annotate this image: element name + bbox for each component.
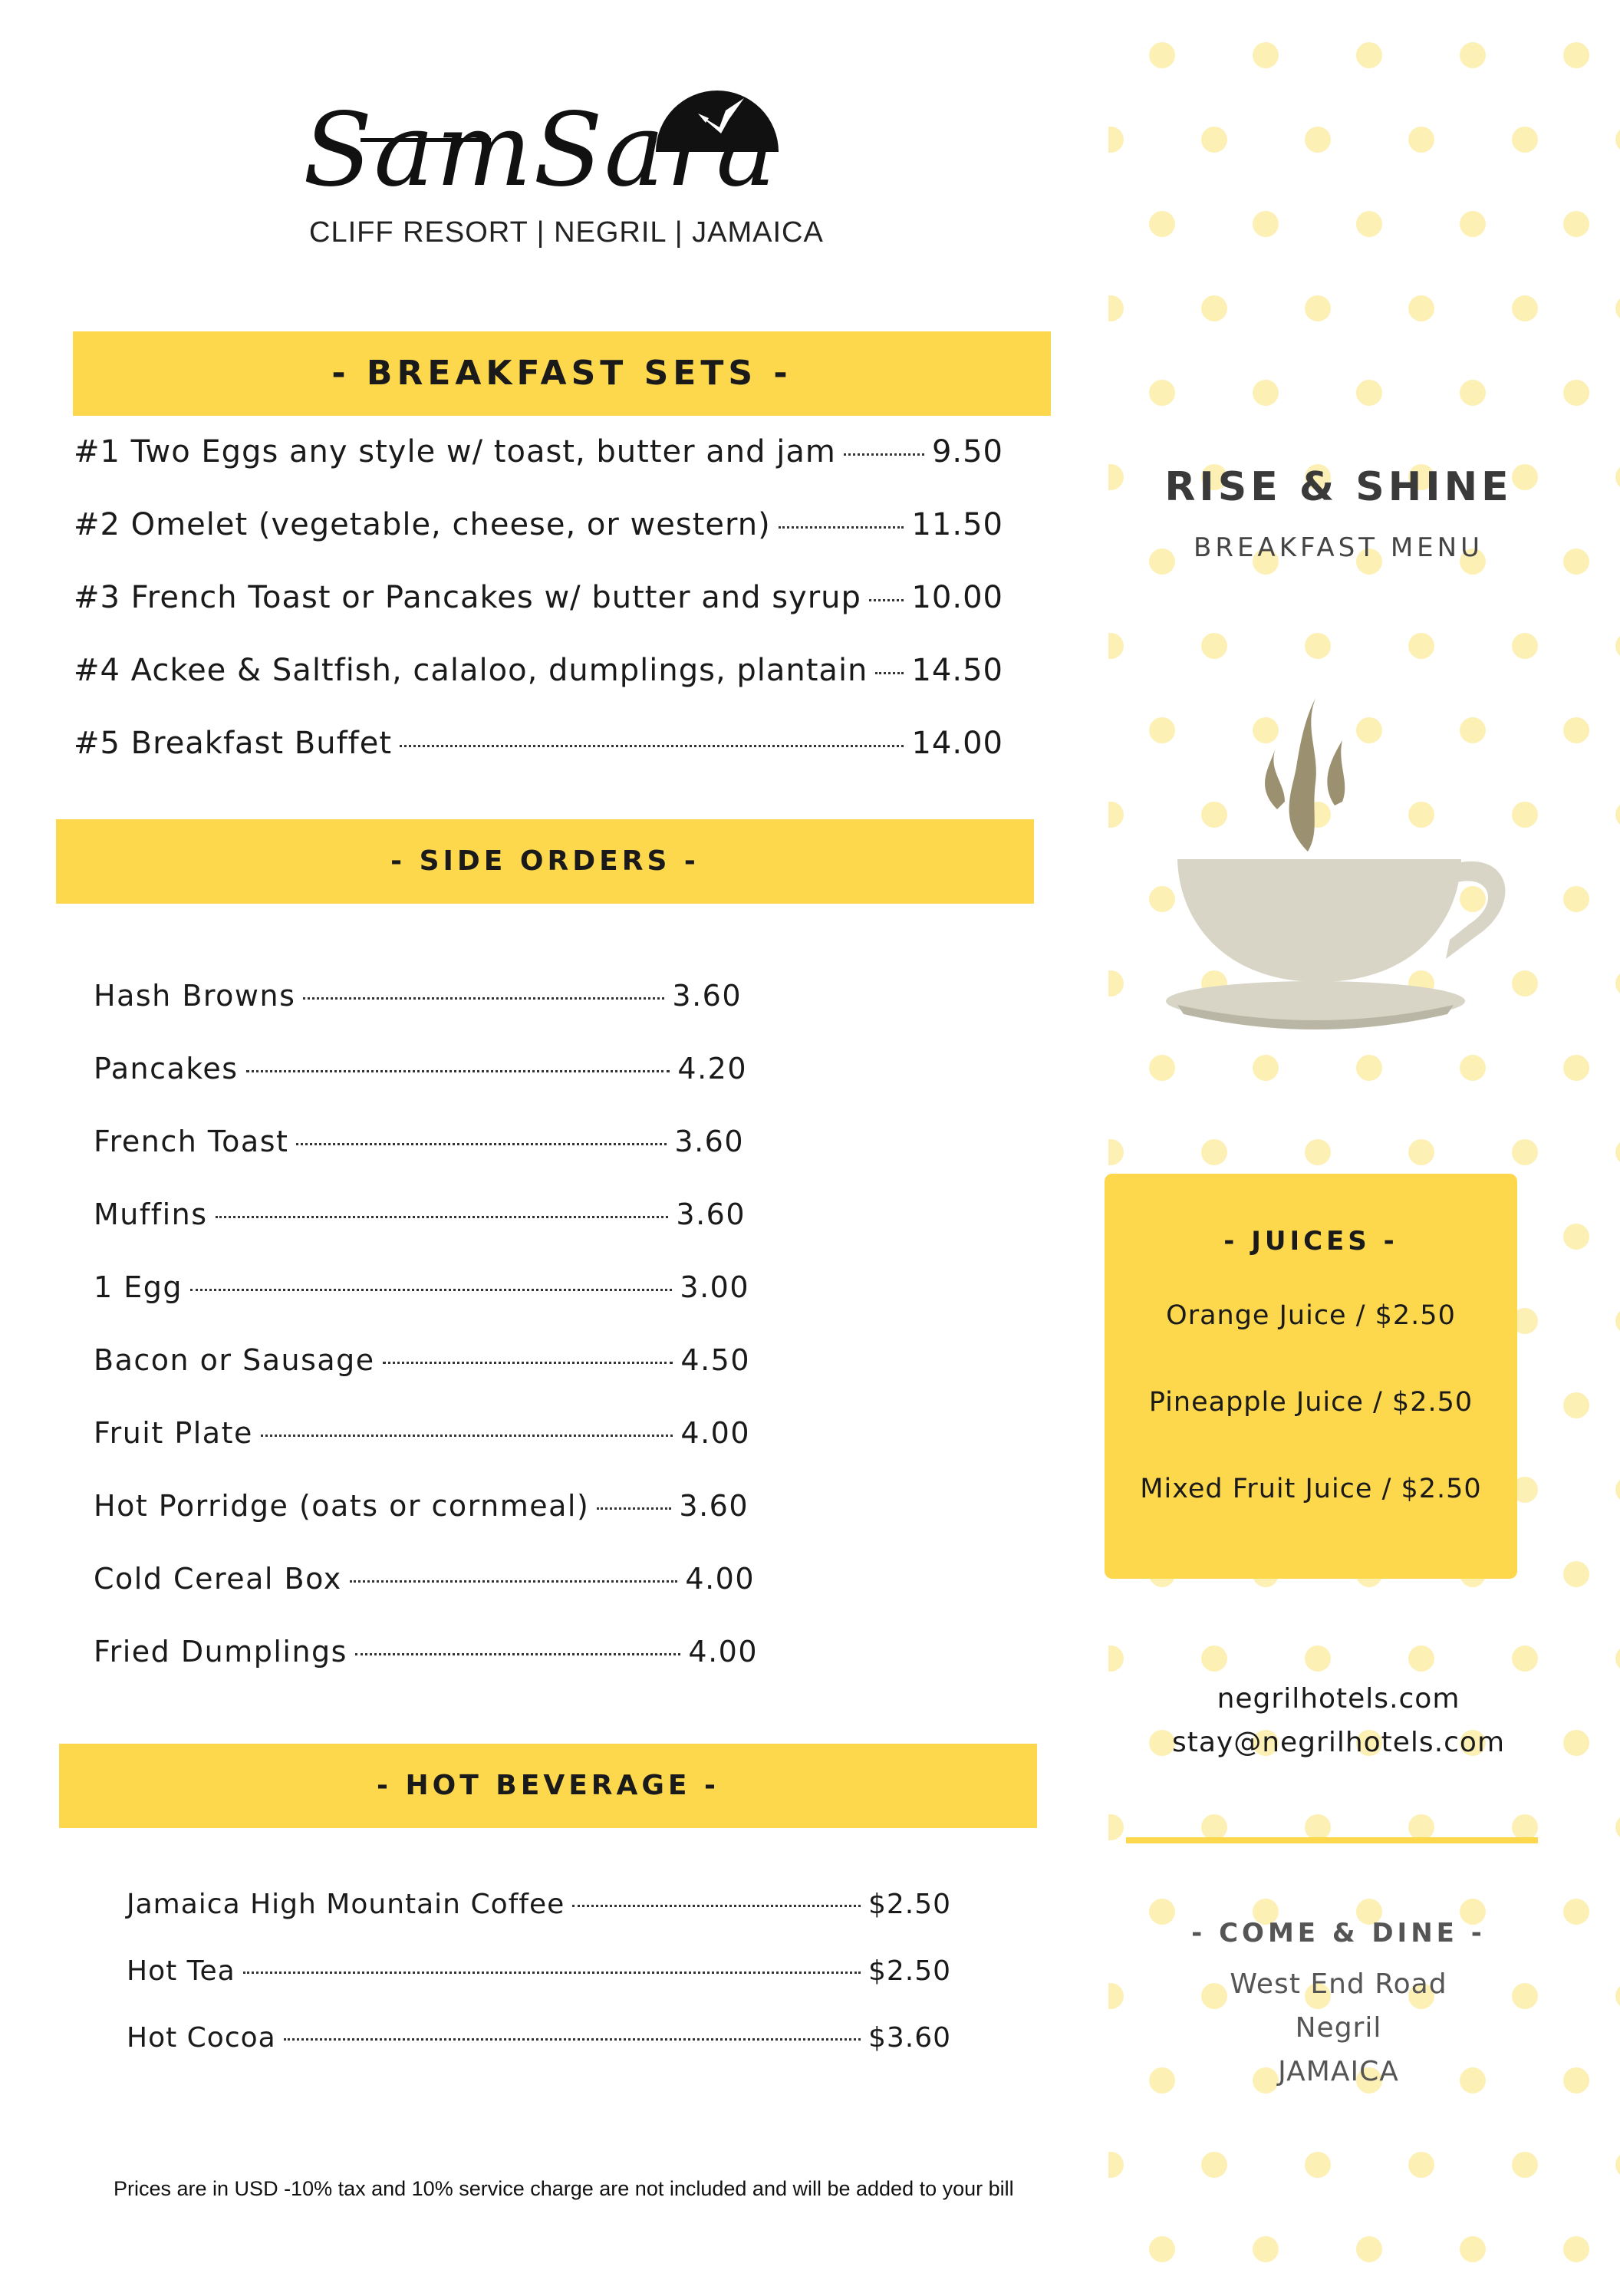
item-price: $3.60: [868, 2022, 951, 2054]
item-name: #4 Ackee & Saltfish, calaloo, dumplings, plantain: [74, 653, 868, 688]
polka-dot: [1108, 802, 1124, 828]
item-name: #2 Omelet (vegetable, cheese, or western): [74, 507, 771, 542]
dot-leader: [383, 1362, 673, 1364]
item-price: 3.00: [680, 1270, 749, 1304]
item-price: 11.50: [911, 507, 1003, 542]
polka-dot: [1305, 295, 1331, 321]
polka-dot: [1356, 42, 1382, 68]
item-price: 4.00: [688, 1635, 758, 1668]
juice-item: Orange Juice / $2.50: [1166, 1300, 1456, 1331]
side-item: [94, 1125, 744, 1158]
email-link[interactable]: stay@negrilhotels.com: [1171, 1727, 1506, 1758]
polka-dot: [1108, 295, 1124, 321]
come-dine-heading: - COME & DINE -: [1191, 1918, 1486, 1948]
polka-dot: [1305, 127, 1331, 153]
polka-dot: [1305, 1139, 1331, 1165]
dot-leader: [284, 2038, 861, 2041]
side-item: [94, 1197, 746, 1231]
item-name: #5 Breakfast Buffet: [74, 726, 393, 761]
item-price: 3.60: [674, 1125, 744, 1158]
dot-leader: [844, 453, 924, 456]
polka-dot: [1201, 127, 1227, 153]
logo-script: SamSara: [303, 91, 779, 209]
polka-dot: [1512, 1814, 1538, 1840]
dot-leader: [190, 1289, 672, 1291]
polka-dot: [1408, 295, 1434, 321]
breakfast-item: [74, 580, 1003, 615]
dot-leader: [261, 1435, 673, 1437]
polka-dot: [1460, 380, 1486, 406]
polka-dot: [1563, 211, 1589, 237]
polka-dot: [1201, 295, 1227, 321]
beverage-item: [127, 1889, 951, 1920]
polka-dot: [1615, 127, 1620, 153]
item-name: Hot Porridge (oats or cornmeal): [94, 1489, 590, 1523]
juices-heading: - JUICES -: [1223, 1226, 1398, 1257]
divider: [1126, 1837, 1538, 1843]
side-item: [94, 1343, 750, 1377]
polka-dot: [1408, 1645, 1434, 1672]
logo-subtitle: CLIFF RESORT | NEGRIL | JAMAICA: [309, 216, 824, 249]
polka-dot: [1615, 1139, 1620, 1165]
polka-dot: [1615, 295, 1620, 321]
polka-dot: [1356, 211, 1382, 237]
dot-leader: [243, 1972, 861, 1974]
polka-dot: [1460, 1055, 1486, 1081]
hot-beverage-heading: - HOT BEVERAGE -: [59, 1744, 1037, 1828]
polka-dot-background: [1108, 0, 1620, 2296]
breakfast-item: [74, 507, 1003, 542]
polka-dot: [1108, 2152, 1124, 2178]
polka-dot: [1512, 1139, 1538, 1165]
dot-leader: [597, 1507, 671, 1510]
polka-dot: [1149, 211, 1175, 237]
dot-leader: [869, 599, 904, 601]
dot-leader: [216, 1216, 669, 1218]
polka-dot: [1201, 1645, 1227, 1672]
item-name: Cold Cereal Box: [94, 1562, 342, 1596]
polka-dot: [1305, 2152, 1331, 2178]
item-name: Hash Browns: [94, 979, 296, 1013]
dot-leader: [400, 745, 904, 747]
polka-dot: [1253, 380, 1279, 406]
dot-leader: [875, 672, 904, 674]
polka-dot: [1615, 802, 1620, 828]
item-name: French Toast: [94, 1125, 289, 1158]
polka-dot: [1108, 970, 1124, 996]
dot-leader: [246, 1070, 670, 1072]
polka-dot: [1615, 970, 1620, 996]
item-name: Pancakes: [94, 1052, 239, 1085]
polka-dot: [1408, 2152, 1434, 2178]
polka-dot: [1201, 2152, 1227, 2178]
polka-dot: [1563, 1392, 1589, 1418]
item-price: 9.50: [931, 434, 1003, 469]
item-price: 3.60: [679, 1489, 749, 1523]
polka-dot: [1356, 1055, 1382, 1081]
item-name: #3 French Toast or Pancakes w/ butter and syrup: [74, 580, 861, 615]
polka-dot: [1356, 2236, 1382, 2262]
coffee-cup-icon: [1162, 675, 1515, 1043]
polka-dot: [1615, 1308, 1620, 1334]
side-item: [94, 1489, 749, 1523]
dot-leader: [303, 997, 664, 1000]
polka-dot: [1512, 802, 1538, 828]
polka-dot: [1460, 211, 1486, 237]
side-item: [94, 1052, 747, 1085]
polka-dot: [1305, 633, 1331, 659]
side-item: [94, 979, 742, 1013]
item-name: Bacon or Sausage: [94, 1343, 375, 1377]
polka-dot: [1615, 633, 1620, 659]
polka-dot: [1512, 2152, 1538, 2178]
polka-dot: [1460, 42, 1486, 68]
polka-dot: [1563, 886, 1589, 912]
polka-dot: [1108, 1139, 1124, 1165]
polka-dot: [1615, 1814, 1620, 1840]
polka-dot: [1615, 1645, 1620, 1672]
item-price: 3.60: [672, 979, 742, 1013]
item-price: 4.00: [680, 1416, 750, 1450]
item-price: 4.00: [685, 1562, 755, 1596]
side-item: [94, 1635, 758, 1668]
polka-dot: [1108, 633, 1124, 659]
item-price: 4.50: [680, 1343, 750, 1377]
polka-dot: [1356, 380, 1382, 406]
polka-dot: [1108, 1645, 1124, 1672]
juice-item: Mixed Fruit Juice / $2.50: [1140, 1474, 1482, 1504]
polka-dot: [1108, 127, 1124, 153]
item-name: Jamaica High Mountain Coffee: [127, 1889, 565, 1920]
item-name: 1 Egg: [94, 1270, 183, 1304]
polka-dot: [1305, 1814, 1331, 1840]
polka-dot: [1460, 2236, 1486, 2262]
polka-dot: [1253, 211, 1279, 237]
price-disclaimer: Prices are in USD -10% tax and 10% service charge are not included and will be added to your bill: [114, 2177, 1014, 2200]
polka-dot: [1408, 127, 1434, 153]
polka-dot: [1512, 633, 1538, 659]
side-item: [94, 1270, 749, 1304]
polka-dot: [1563, 380, 1589, 406]
polka-dot: [1563, 42, 1589, 68]
polka-dot: [1512, 1645, 1538, 1672]
polka-dot: [1512, 970, 1538, 996]
breakfast-item: [74, 726, 1003, 761]
polka-dot: [1615, 1477, 1620, 1503]
polka-dot: [1201, 633, 1227, 659]
polka-dot: [1563, 1055, 1589, 1081]
item-name: Fruit Plate: [94, 1416, 253, 1450]
item-price: 4.20: [677, 1052, 747, 1085]
website-link[interactable]: negrilhotels.com: [1217, 1683, 1460, 1715]
dot-leader: [355, 1653, 680, 1655]
polka-dot: [1108, 1814, 1124, 1840]
side-orders-heading: - SIDE ORDERS -: [56, 819, 1034, 904]
beverage-item: [127, 2022, 951, 2054]
item-price: 3.60: [676, 1197, 746, 1231]
polka-dot: [1615, 1983, 1620, 2009]
address-line: Negril: [1295, 2012, 1382, 2044]
polka-dot: [1512, 295, 1538, 321]
dot-leader: [296, 1143, 667, 1145]
polka-dot: [1615, 464, 1620, 490]
dot-leader: [779, 526, 904, 529]
polka-dot: [1408, 1139, 1434, 1165]
juice-item: Pineapple Juice / $2.50: [1148, 1387, 1473, 1418]
dot-leader: [572, 1905, 861, 1907]
polka-dot: [1253, 42, 1279, 68]
dot-leader: [350, 1580, 678, 1583]
polka-dot: [1408, 633, 1434, 659]
breakfast-sets-heading: - BREAKFAST SETS -: [73, 331, 1051, 416]
item-name: Muffins: [94, 1197, 208, 1231]
polka-dot: [1149, 380, 1175, 406]
breakfast-item: [74, 434, 1003, 469]
resort-logo: [303, 69, 824, 268]
polka-dot: [1253, 2236, 1279, 2262]
polka-dot: [1149, 42, 1175, 68]
polka-dot: [1563, 1224, 1589, 1250]
polka-dot: [1149, 2236, 1175, 2262]
polka-dot: [1305, 1645, 1331, 1672]
polka-dot: [1512, 127, 1538, 153]
polka-dot: [1201, 1814, 1227, 1840]
menu-title: RISE & SHINE: [1164, 464, 1513, 510]
polka-dot: [1201, 1139, 1227, 1165]
item-name: Fried Dumplings: [94, 1635, 347, 1668]
breakfast-item: [74, 653, 1003, 688]
address-line: JAMAICA: [1278, 2056, 1399, 2087]
item-price: 14.00: [911, 726, 1003, 761]
polka-dot: [1615, 2152, 1620, 2178]
item-price: 10.00: [911, 580, 1003, 615]
item-price: $2.50: [868, 1889, 951, 1920]
item-price: $2.50: [868, 1955, 951, 1987]
polka-dot: [1563, 1561, 1589, 1587]
item-name: #1 Two Eggs any style w/ toast, butter and jam: [74, 434, 836, 469]
side-item: [94, 1416, 750, 1450]
polka-dot: [1563, 2236, 1589, 2262]
polka-dot: [1408, 1814, 1434, 1840]
polka-dot: [1253, 1055, 1279, 1081]
menu-subtitle: BREAKFAST MENU: [1194, 532, 1483, 563]
item-name: Hot Cocoa: [127, 2022, 276, 2054]
address-line: West End Road: [1230, 1968, 1447, 2000]
beverage-item: [127, 1955, 951, 1987]
item-name: Hot Tea: [127, 1955, 235, 1987]
polka-dot: [1563, 717, 1589, 743]
side-item: [94, 1562, 755, 1596]
item-price: 14.50: [911, 653, 1003, 688]
polka-dot: [1149, 1055, 1175, 1081]
